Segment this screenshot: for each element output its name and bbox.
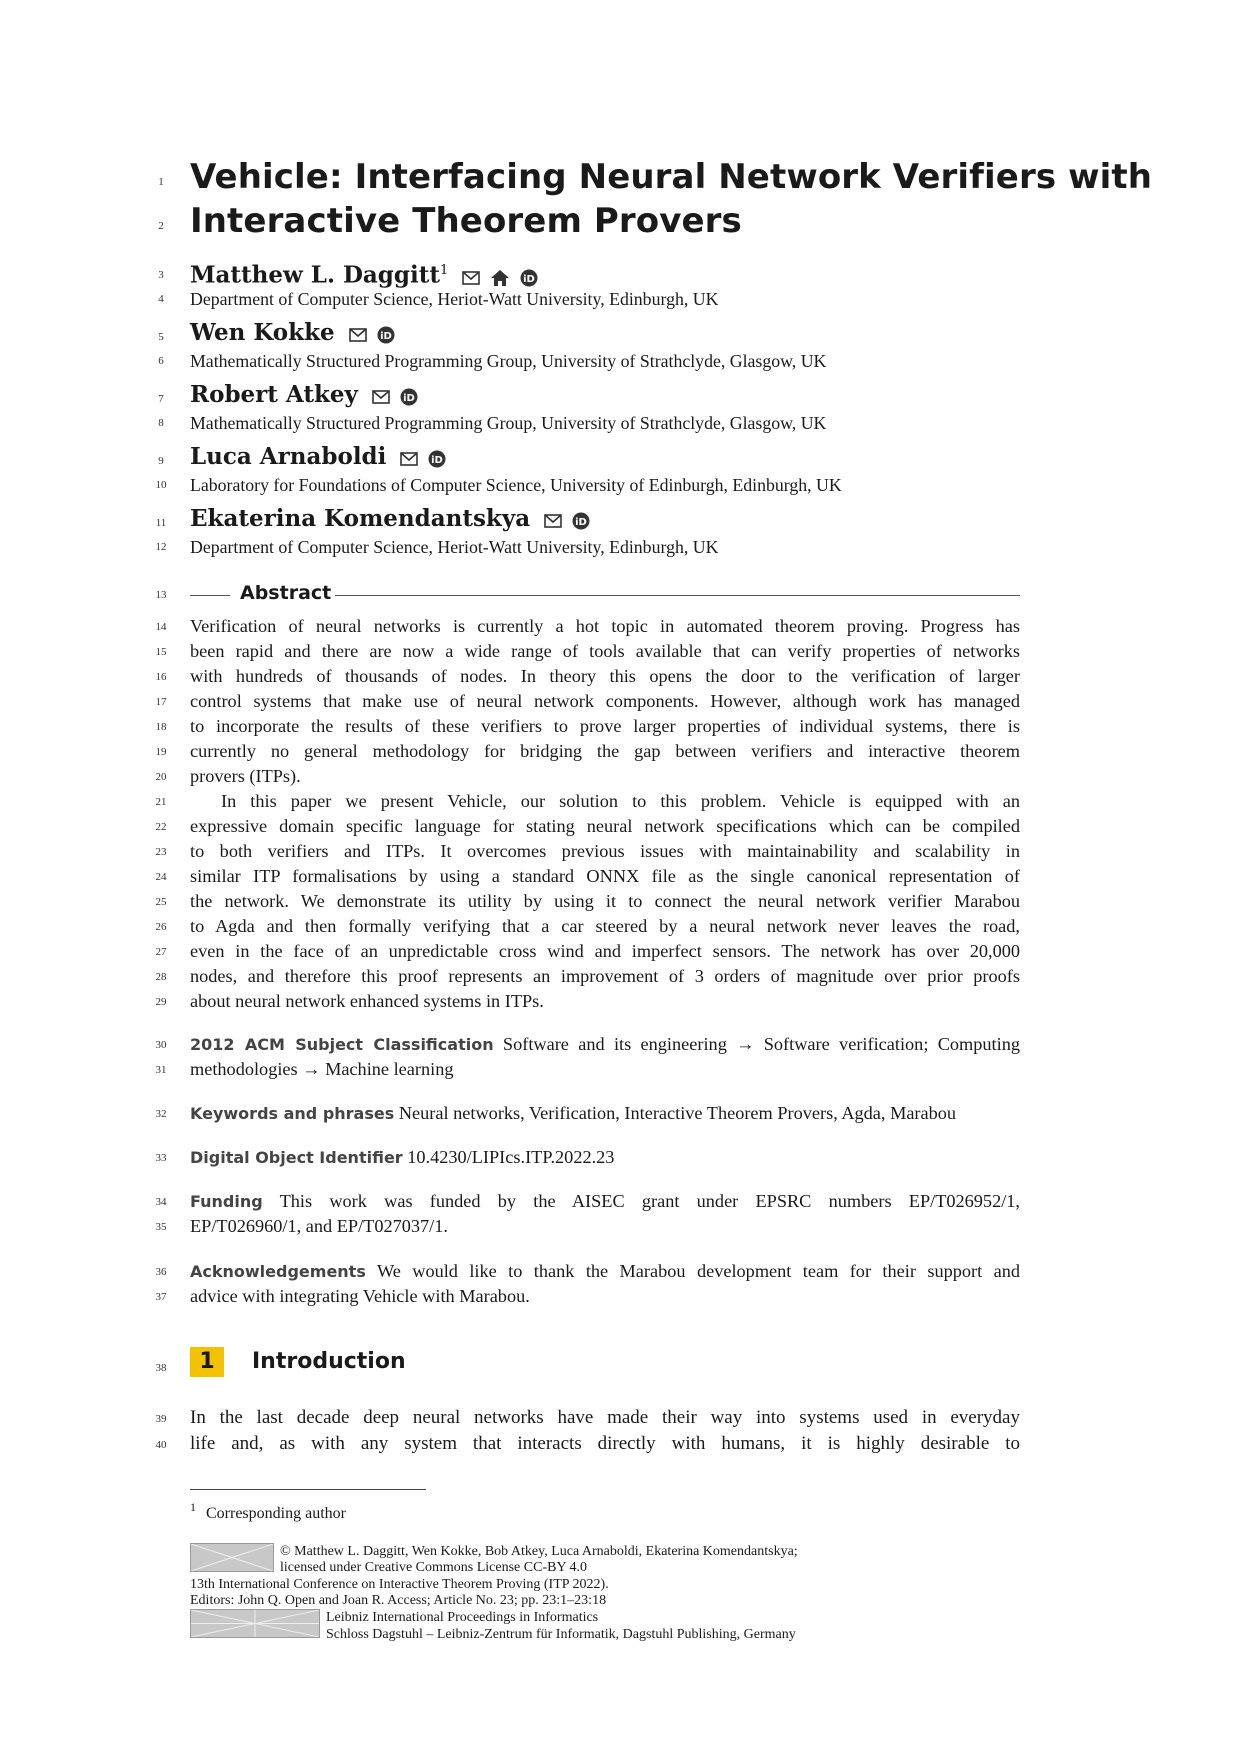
keywords-label: Keywords and phrases <box>190 1104 395 1123</box>
doi-label: Digital Object Identifier <box>190 1148 403 1167</box>
author-affiliation: Mathematically Structured Programming Group, University of Strathclyde, Glasgow, UK <box>190 413 827 433</box>
line-number: 24 <box>155 871 167 883</box>
line-number: 25 <box>155 896 167 908</box>
line-number: 2 <box>158 220 164 232</box>
author-name-text: Matthew L. Daggitt <box>190 261 440 289</box>
section-title: Introduction <box>252 1349 406 1374</box>
line-number: 36 <box>155 1266 167 1278</box>
abstract-line: about neural network enhanced systems in ITPs. <box>190 991 544 1011</box>
email-icon[interactable] <box>462 271 480 285</box>
line-number: 3 <box>158 269 164 281</box>
svg-text:iD: iD <box>403 393 415 404</box>
body-line: life and, as with any system that interacts directly with humans, it is highly desirable to <box>190 1433 1020 1454</box>
funding-text-line-2: EP/T026960/1, and EP/T027037/1. <box>190 1216 448 1236</box>
author-name <box>190 380 1020 411</box>
section-number: 1 <box>199 1349 215 1374</box>
funding <box>190 1189 1020 1214</box>
line-number: 29 <box>155 996 167 1008</box>
abstract-line: control systems that make use of neural network components. However, although work has managed <box>190 691 1020 711</box>
line-number: 28 <box>155 971 167 983</box>
doi-text[interactable]: 10.4230/LIPIcs.ITP.2022.23 <box>407 1147 615 1167</box>
line-number: 14 <box>155 621 167 633</box>
email-icon[interactable] <box>372 390 390 404</box>
line-number: 17 <box>155 696 167 708</box>
line-number: 31 <box>155 1064 167 1076</box>
conference-line: 13th International Conference on Interactive Theorem Proving (ITP 2022). <box>190 1577 609 1592</box>
copyright-line-1: © Matthew L. Daggitt, Wen Kokke, Bob Atkey, Luca Arnaboldi, Ekaterina Komendantskya; <box>280 1544 798 1559</box>
author-name-text: Wen Kokke <box>190 319 335 346</box>
line-number: 11 <box>155 517 167 529</box>
footnote-text: Corresponding author <box>206 1505 346 1522</box>
funding-label: Funding <box>190 1192 263 1211</box>
line-number: 7 <box>158 393 164 405</box>
acknowledgements-text: We would like to thank the Marabou development team for their support and <box>376 1261 1020 1281</box>
line-number: 18 <box>155 721 167 733</box>
author-name-text: Robert Atkey <box>190 381 358 408</box>
line-number: 16 <box>155 671 167 683</box>
series-line: Leibniz International Proceedings in Informatics <box>326 1610 599 1625</box>
line-number: 39 <box>155 1413 167 1425</box>
doi <box>190 1145 1020 1170</box>
acm-text-line-2: methodologies → Machine learning <box>190 1059 454 1079</box>
author-name-text: Luca Arnaboldi <box>190 443 387 470</box>
abstract-rule-right <box>335 595 1020 596</box>
home-icon[interactable] <box>490 269 510 287</box>
orcid-icon[interactable] <box>400 388 418 406</box>
abstract-line: to Agda and then formally verifying that a car steered by a neural network never leaves the road, <box>190 916 1020 936</box>
acknowledgements <box>190 1259 1020 1284</box>
lipics-logo <box>190 1609 320 1638</box>
orcid-icon[interactable] <box>520 269 538 287</box>
abstract-line: to both verifiers and ITPs. It overcomes previous issues with maintainability and scalability in <box>190 841 1020 861</box>
abstract-line: with hundreds of thousands of nodes. In theory this opens the door to the verification of larger <box>190 666 1020 686</box>
line-number: 38 <box>155 1362 167 1374</box>
author-name <box>190 504 1020 535</box>
abstract-line: similar ITP formalisations by using a standard ONNX file as the single canonical representation of <box>190 866 1020 886</box>
email-icon[interactable] <box>349 328 367 342</box>
line-number: 1 <box>158 176 164 188</box>
line-number: 35 <box>155 1221 167 1233</box>
abstract-line: In this paper we present Vehicle, our solution to this problem. Vehicle is equipped with an <box>221 791 1020 811</box>
author-name <box>190 318 1020 349</box>
svg-text:iD: iD <box>379 331 392 342</box>
placeholder-cross-icon <box>191 1610 319 1637</box>
author-affiliation: Department of Computer Science, Heriot-Watt University, Edinburgh, UK <box>190 537 719 557</box>
placeholder-cross-icon <box>191 1544 273 1571</box>
editors-line: Editors: John Q. Open and Joan R. Access; Article No. 23; pp. 23:1–23:18 <box>190 1593 607 1608</box>
keywords <box>190 1101 1020 1126</box>
svg-text:iD: iD <box>431 455 444 466</box>
line-number: 37 <box>155 1291 167 1303</box>
line-number: 40 <box>155 1439 167 1451</box>
paper-title-line-1: Vehicle: Interfacing Neural Network Verifiers with <box>190 157 1153 197</box>
copyright-line-2: licensed under Creative Commons License CC-BY 4.0 <box>280 1560 588 1575</box>
abstract-line: been rapid and there are now a wide range of tools available that can verify properties of networks <box>190 641 1020 661</box>
author-affiliation: Mathematically Structured Programming Group, University of Strathclyde, Glasgow, UK <box>190 351 827 371</box>
line-number: 10 <box>155 479 167 491</box>
orcid-icon[interactable] <box>377 326 395 344</box>
line-number: 30 <box>155 1039 167 1051</box>
abstract-line: even in the face of an unpredictable cross wind and imperfect sensors. The network has over 20,000 <box>190 941 1020 961</box>
line-number: 13 <box>155 589 167 601</box>
abstract-line: provers (ITPs). <box>190 766 301 786</box>
acknowledgements-text-line-2: advice with integrating Vehicle with Marabou. <box>190 1286 530 1306</box>
svg-text:iD: iD <box>575 517 588 528</box>
abstract-rule-left <box>190 595 230 596</box>
line-number: 21 <box>155 796 167 808</box>
line-number: 26 <box>155 921 167 933</box>
email-icon[interactable] <box>400 452 418 466</box>
footnote-rule <box>190 1489 426 1490</box>
abstract-line: nodes, and therefore this proof represents an improvement of 3 orders of magnitude over prior proofs <box>190 966 1020 986</box>
footnote-mark: 1 <box>190 1500 196 1514</box>
body-line: In the last decade deep neural networks have made their way into systems used in everyday <box>190 1407 1020 1428</box>
author-affiliation: Department of Computer Science, Heriot-Watt University, Edinburgh, UK <box>190 289 719 309</box>
abstract-line: to incorporate the results of these verifiers to prove larger properties of individual systems, there is <box>190 716 1020 736</box>
email-icon[interactable] <box>544 514 562 528</box>
line-number: 23 <box>155 846 167 858</box>
footnote-mark: 1 <box>439 263 449 278</box>
abstract-line: the network. We demonstrate its utility by using it to connect the neural network verifier Marabou <box>190 891 1020 911</box>
acm-label: 2012 ACM Subject Classification <box>190 1035 494 1054</box>
line-number: 22 <box>155 821 167 833</box>
line-number: 27 <box>155 946 167 958</box>
line-number: 12 <box>155 541 167 553</box>
svg-text:iD: iD <box>523 273 536 285</box>
keywords-text: Neural networks, Verification, Interactive Theorem Provers, Agda, Marabou <box>398 1103 957 1123</box>
author-name <box>190 442 1020 473</box>
orcid-icon[interactable] <box>428 450 446 468</box>
cc-by-logo <box>190 1543 274 1572</box>
author-affiliation: Laboratory for Foundations of Computer Science, University of Edinburgh, Edinburgh, UK <box>190 475 842 495</box>
line-number: 6 <box>158 355 164 367</box>
acm-classification <box>190 1032 1020 1057</box>
funding-text: This work was funded by the AISEC grant under EPSRC numbers EP/T026952/1, <box>279 1191 1020 1211</box>
line-number: 34 <box>155 1196 167 1208</box>
line-number: 20 <box>155 771 167 783</box>
line-number: 4 <box>158 293 164 305</box>
orcid-icon[interactable] <box>572 512 590 530</box>
line-number: 9 <box>158 455 164 467</box>
abstract-line: currently no general methodology for bridging the gap between verifiers and interactive theorem <box>190 741 1020 761</box>
line-number: 15 <box>155 646 167 658</box>
acm-text: Software and its engineering → Software verification; Computing <box>502 1034 1020 1054</box>
line-number: 32 <box>155 1108 167 1120</box>
abstract-line: Verification of neural networks is currently a hot topic in automated theorem proving. Progress has <box>190 616 1020 636</box>
abstract-heading: Abstract <box>240 582 332 604</box>
paper-title-line-2: Interactive Theorem Provers <box>190 201 742 241</box>
line-number: 5 <box>158 331 164 343</box>
line-number: 19 <box>155 746 167 758</box>
line-number: 33 <box>155 1152 167 1164</box>
line-number: 8 <box>158 417 164 429</box>
acknowledgements-label: Acknowledgements <box>190 1262 366 1281</box>
author-name-text: Ekaterina Komendantskya <box>190 505 531 532</box>
abstract-line: expressive domain specific language for stating neural network specifications which can be compiled <box>190 816 1020 836</box>
publisher-line: Schloss Dagstuhl – Leibniz-Zentrum für Informatik, Dagstuhl Publishing, Germany <box>326 1627 796 1642</box>
